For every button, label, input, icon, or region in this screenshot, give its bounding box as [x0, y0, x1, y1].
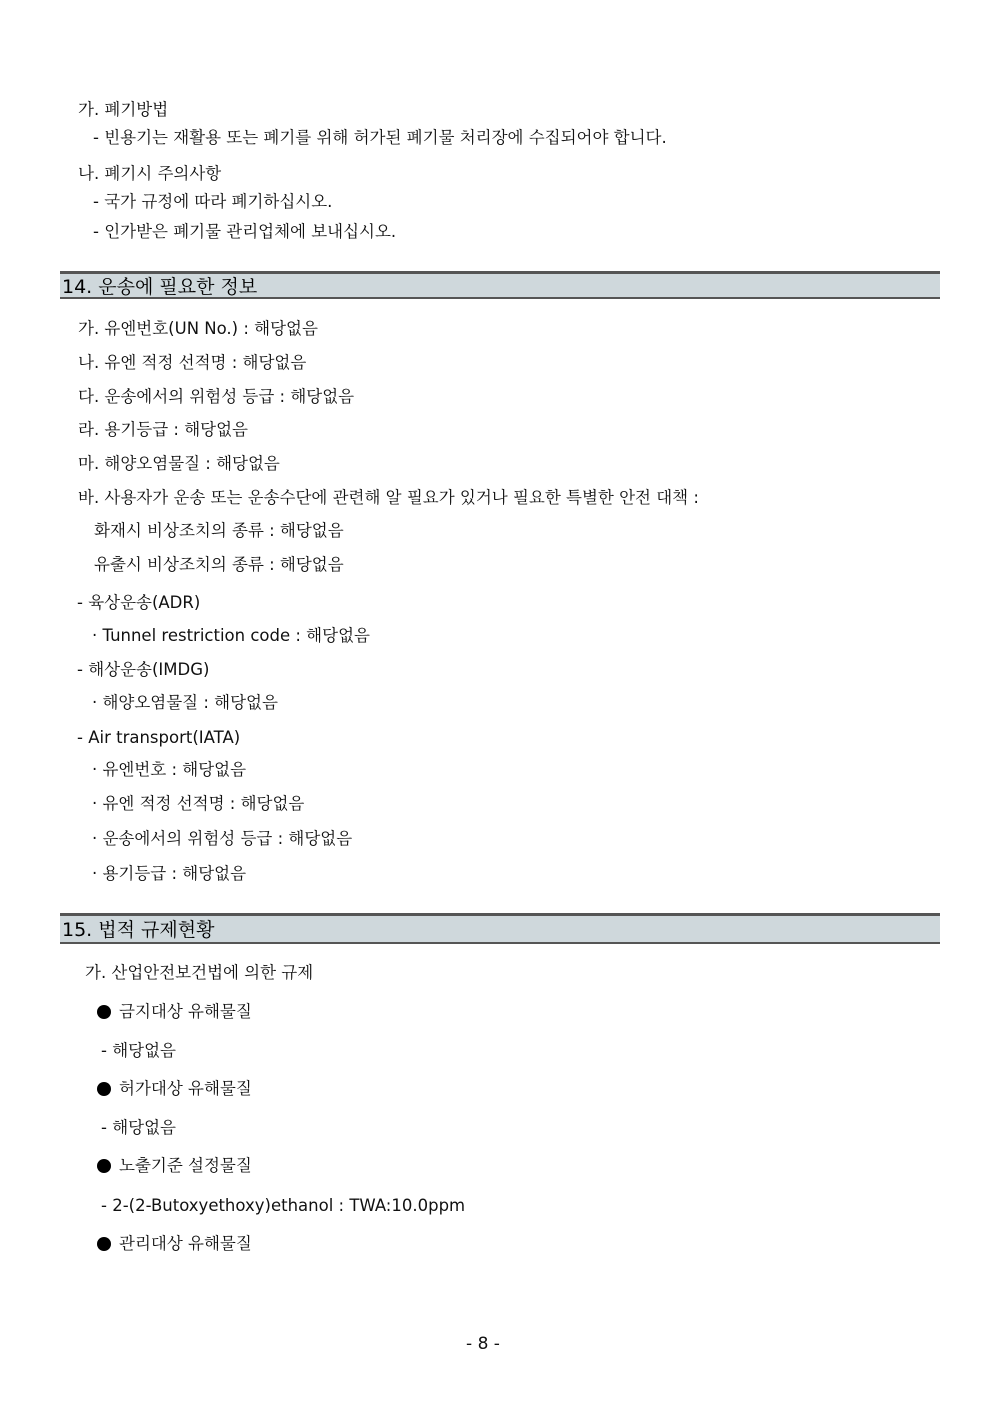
- iata-hazard-class: · 운송에서의 위험성 등급 : 해당없음: [92, 829, 353, 848]
- section-14-title: 14. 운송에 필요한 정보: [62, 276, 258, 298]
- bullet-icon: [97, 1005, 111, 1019]
- marine-pollutant: 마. 해양오염물질 : 해당없음: [78, 454, 280, 473]
- iata-packing-group: · 용기등급 : 해당없음: [92, 864, 247, 883]
- imdg-marine-pollutant: · 해양오염물질 : 해당없음: [92, 693, 278, 712]
- bullet-icon: [97, 1237, 111, 1251]
- adr-tunnel-code: · Tunnel restriction code : 해당없음: [92, 626, 370, 645]
- managed-substances-label: 관리대상 유해물질: [119, 1234, 252, 1253]
- adr-heading: - 육상운송(ADR): [77, 593, 201, 612]
- un-number: 가. 유엔번호(UN No.) : 해당없음: [78, 319, 318, 338]
- exposure-limit-heading: [97, 1155, 252, 1177]
- prohibited-substances-label: 금지대상 유해물질: [119, 1002, 252, 1021]
- osha-regulation-heading: 가. 산업안전보건법에 의한 규제: [85, 963, 314, 982]
- disposal-method-item: - 빈용기는 재활용 또는 폐기를 위해 허가된 폐기물 처리장에 수집되어야 합니다.: [93, 128, 667, 147]
- disposal-precaution-item: - 국가 규정에 따라 폐기하십시오.: [93, 192, 333, 211]
- special-precautions: 바. 사용자가 운송 또는 운송수단에 관련해 알 필요가 있거나 필요한 특별한 안전 대책 :: [78, 488, 699, 507]
- disposal-precautions-heading: 나. 폐기시 주의사항: [78, 164, 222, 183]
- section-15-title: 15. 법적 규제현황: [62, 919, 215, 941]
- fire-emergency-measures: 화재시 비상조치의 종류 : 해당없음: [94, 521, 344, 540]
- bullet-icon: [97, 1159, 111, 1173]
- exposure-limit-label: 노출기준 설정물질: [119, 1156, 252, 1175]
- section-15-header: [60, 913, 940, 944]
- disposal-method-heading: 가. 폐기방법: [78, 100, 169, 119]
- permit-substances-heading: [97, 1078, 252, 1100]
- iata-un-number: · 유엔번호 : 해당없음: [92, 760, 247, 779]
- prohibited-substances-heading: [97, 1001, 252, 1023]
- bullet-icon: [97, 1082, 111, 1096]
- section-14-header: [60, 271, 940, 299]
- managed-substances-heading: [97, 1233, 252, 1255]
- permit-substances-value: - 해당없음: [101, 1118, 176, 1137]
- iata-proper-shipping-name: · 유엔 적정 선적명 : 해당없음: [92, 794, 305, 813]
- prohibited-substances-value: - 해당없음: [101, 1041, 176, 1060]
- un-proper-shipping-name: 나. 유엔 적정 선적명 : 해당없음: [78, 353, 307, 372]
- imdg-heading: - 해상운송(IMDG): [77, 660, 210, 679]
- packing-group: 라. 용기등급 : 해당없음: [78, 420, 248, 439]
- page-number: - 8 -: [466, 1334, 500, 1354]
- iata-heading: - Air transport(IATA): [77, 728, 241, 747]
- transport-hazard-class: 다. 운송에서의 위험성 등급 : 해당없음: [78, 387, 355, 406]
- disposal-precaution-item: - 인가받은 폐기물 관리업체에 보내십시오.: [93, 222, 397, 241]
- permit-substances-label: 허가대상 유해물질: [119, 1079, 252, 1098]
- spill-emergency-measures: 유출시 비상조치의 종류 : 해당없음: [94, 555, 344, 574]
- exposure-limit-value: - 2-(2-Butoxyethoxy)ethanol : TWA:10.0ppm: [101, 1196, 466, 1215]
